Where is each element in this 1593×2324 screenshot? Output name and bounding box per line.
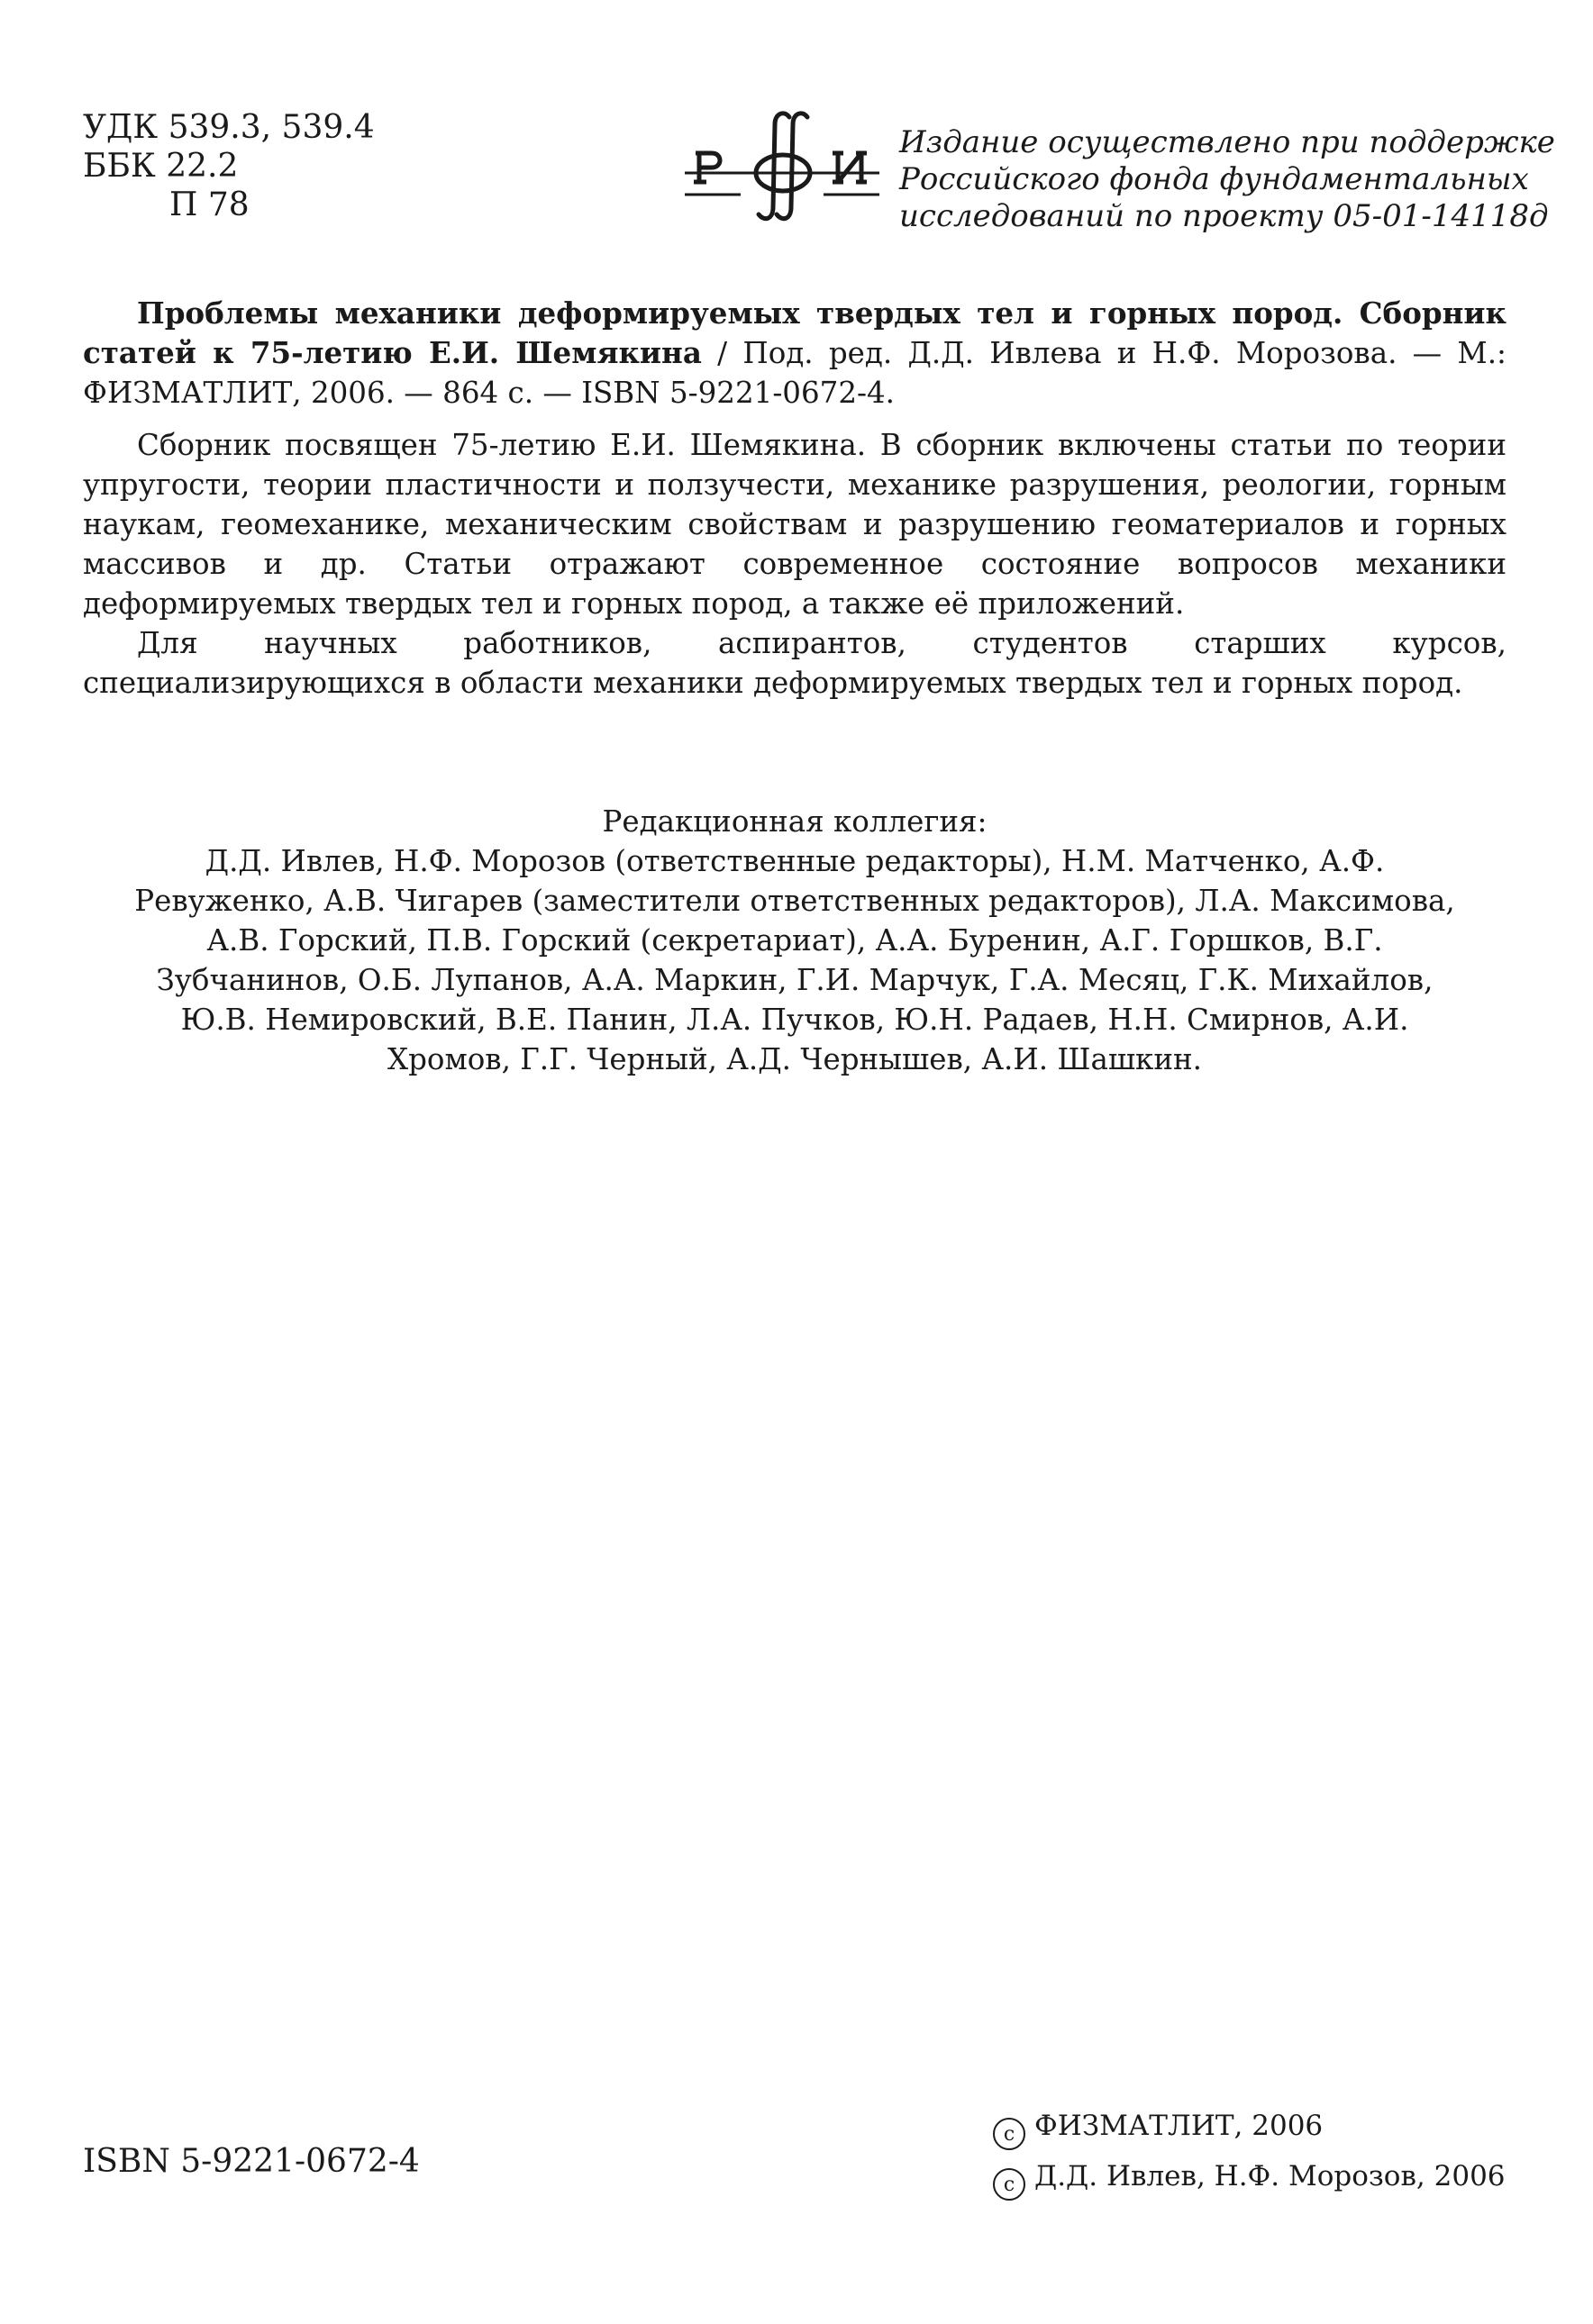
author-code: П 78 — [169, 186, 250, 223]
book-details: / Под. ред. Д.Д. Ивлева и Н.Ф. Морозова. — М.: ФИЗМАТЛИТ, 2006. — 864 с. — ISBN 5-9221-0672-4. — [83, 336, 1507, 410]
bbk-code: ББК 22.2 — [83, 148, 239, 185]
book-title: Проблемы механики деформируемых твердых тел и горных пород. Сборник статей к 75-летию Е.И. Шемякина — [83, 295, 1507, 370]
isbn: ISBN 5-9221-0672-4 — [83, 2143, 420, 2180]
rffi-logo — [683, 108, 881, 225]
copyright-holder: ФИЗМАТЛИТ, 2006 — [1034, 2110, 1324, 2142]
annotation-paragraph: Для научных работников, аспирантов, студентов старших курсов, специализирующихся в области механики деформируемых твердых тел и горных пород. — [83, 626, 1507, 700]
support-note-line: исследований по проекту 05-01-14118д — [899, 198, 1549, 234]
copyright-notices — [993, 2101, 1506, 2201]
rffi-logo-icon — [683, 108, 881, 225]
support-note-line: Издание осуществлено при поддержке — [899, 124, 1555, 160]
copyright-line — [993, 2151, 1506, 2201]
support-note-line: Российского фонда фундаментальных — [899, 161, 1529, 197]
copyright-holder: Д.Д. Ивлев, Н.Ф. Морозов, 2006 — [1034, 2160, 1506, 2192]
udk-code: УДК 539.3, 539.4 — [83, 109, 375, 146]
copyright-icon: c — [993, 2118, 1025, 2150]
copyright-line — [993, 2101, 1506, 2151]
editorial-board-title: Редакционная коллегия: — [602, 804, 988, 839]
bibliographic-reference — [83, 294, 1507, 413]
editorial-board — [83, 802, 1507, 1079]
editorial-board-members: Д.Д. Ивлев, Н.Ф. Морозов (ответственные редакторы), Н.М. Матченко, А.Ф. Ревуженко, А.В. Чигарев (заместители ответственных редакторов), Л.А. Максимова, А.В. Горский, П.В. Горский (секретариат), А.А. Буренин, А.Г. Горшков, В.Г. Зубчанинов, О.Б. Лупанов, А.А. Маркин, Г.И. Марчук, Г.А. Месяц, Г.К. Михайлов, Ю.В. Немировский, В.Е. Панин, Л.А. Пучков, Ю.Н. Радаев, Н.Н. Смирнов, А.И. Хромов, Г.Г. Черный, А.Д. Чернышев, А.И. Шашкин. — [134, 844, 1455, 1076]
classification-codes — [83, 108, 375, 224]
support-note — [899, 124, 1555, 235]
copyright-icon: c — [993, 2168, 1025, 2201]
annotation-paragraph: Сборник посвящен 75-летию Е.И. Шемякина. В сборник включены статьи по теории упругости, теории пластичности и ползучести, механике разрушения, реологии, горным наукам, геомеханике, механическим свойствам и разрушению геоматериалов и горных массивов и др. Статьи отражают современное состояние вопросов механики деформируемых твердых тел и горных пород, а также её приложений. — [83, 428, 1507, 621]
annotation — [83, 425, 1507, 703]
